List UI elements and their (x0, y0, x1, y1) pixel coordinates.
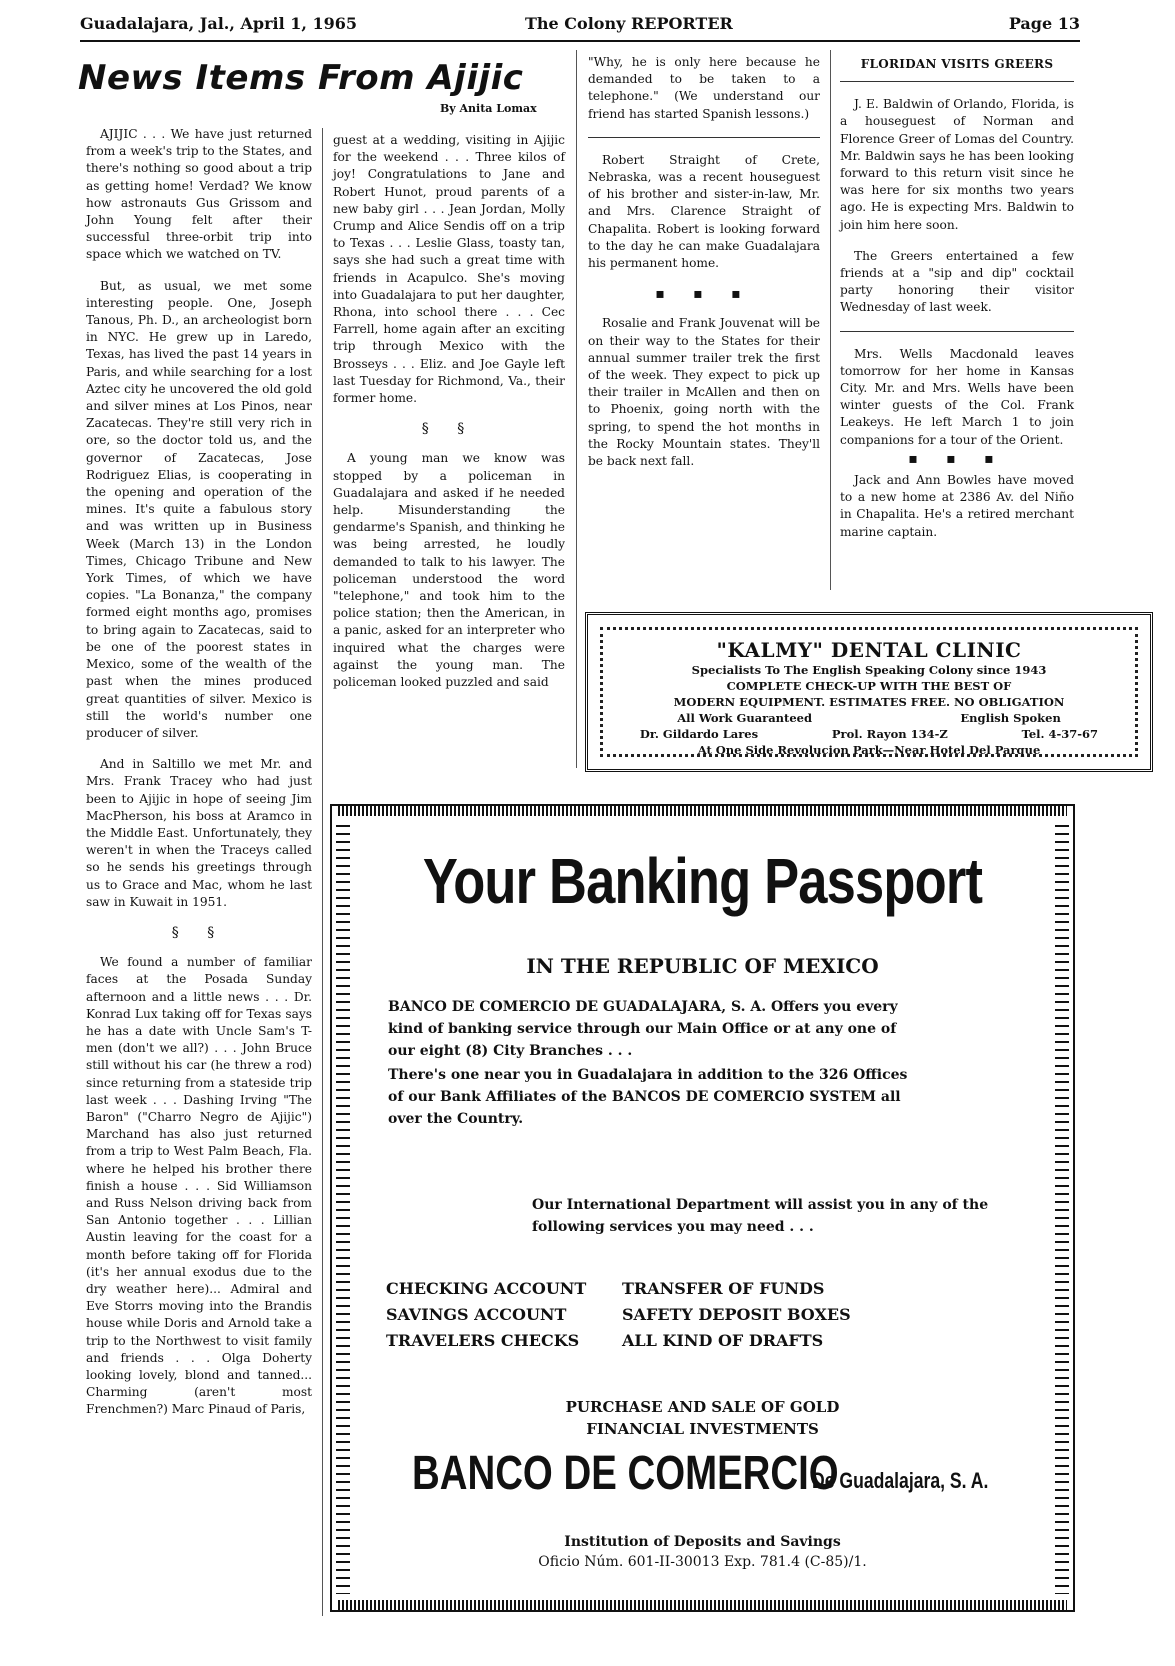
article-column-1 (86, 126, 312, 1433)
article-headline: News Items From Ajijic (78, 58, 524, 98)
item-divider (840, 331, 1074, 332)
services-list (622, 1276, 851, 1354)
article-paragraph: Jack and Ann Bowles have moved to a new home at 2386 Av. del Niño in Chapalita. He's a retired merchant marine captain. (840, 473, 1074, 539)
item-divider (588, 137, 820, 138)
item-divider (840, 81, 1074, 82)
ad-paragraph: There's one near you in Guadalajara in addition to the 326 Offices of our Bank Affiliates of the BANCOS DE COMERCIO SYSTEM all over the Country. (388, 1067, 908, 1127)
gold-line: PURCHASE AND SALE OF GOLD (565, 1398, 840, 1416)
article-paragraph: guest at a wedding, visiting in Ajijic for the weekend . . . Three kilos of joy! Congratulations to Jane and Robert Hunot, proud parents of a new baby girl . . . Jean Jordan, Molly Crump and Alice Sendis off on a trip to Texas . . . Leslie Glass, toasty tan, says she had such a great time with friends in Acapulco. She's moving into Guadalajara to put her daughter, Rhona, into school there . . . Cec Farrell, home again after an exciting trip through Mexico with the Brosseys . . . Eliz. and Joe Gayle left last Tuesday for Richmond, Va., their former home. (333, 133, 565, 406)
article-paragraph: AJIJIC . . . We have just returned from a week's trip to the States, and there's nothing so good about a trip as getting home! Verdad? We know how astronauts Gus Grissom and John Young felt after their successful three-orbit trip into space which we watched on TV. (86, 127, 312, 262)
ad-row (603, 726, 1135, 742)
article-paragraph: Robert Straight of Crete, Nebraska, was a recent houseguest of his brother and sister-in-law, Mr. and Mrs. Clarence Straight of Chapalita. Robert is looking forward to the day he can make Guadalajara his permanent home. (588, 152, 820, 271)
article-column-3 (588, 54, 820, 484)
ad-subtitle: IN THE REPUBLIC OF MEXICO (526, 954, 879, 978)
ad-line: COMPLETE CHECK-UP WITH THE BEST OF (726, 679, 1012, 693)
column-divider (576, 50, 577, 768)
article-paragraph: J. E. Baldwin of Orlando, Florida, is a houseguest of Norman and Florence Greer of Lomas del Country. Mr. Baldwin says he has been looking forward to this return visit since he was here for six months two years ago. He is expecting Mrs. Baldwin to join him here soon. (840, 97, 1074, 232)
ad-address: Prol. Rayon 134-Z (831, 727, 948, 741)
ad-title: "KALMY" DENTAL CLINIC (716, 638, 1022, 662)
service-item: SAVINGS ACCOUNT (386, 1305, 567, 1324)
section-heading: FLORIDAN VISITS GREERS (860, 57, 1054, 71)
service-item: ALL KIND OF DRAFTS (622, 1331, 824, 1350)
ad-line: MODERN EQUIPMENT. ESTIMATES FREE. NO OBLIGATION (673, 695, 1065, 709)
ad-row (603, 710, 1135, 726)
ad-english: English Spoken (960, 711, 1061, 725)
service-item: SAFETY DEPOSIT BOXES (622, 1305, 851, 1324)
service-item: TRAVELERS CHECKS (386, 1331, 580, 1350)
ad-doctor: Dr. Gildardo Lares (639, 727, 759, 741)
ad-border-top (338, 806, 1067, 816)
dental-clinic-ad (585, 612, 1153, 772)
gold-line: FINANCIAL INVESTMENTS (586, 1420, 819, 1438)
section-ornament: § § (421, 421, 477, 438)
article-column-4 (840, 56, 1074, 555)
bank-oficio: Oficio Núm. 601-II-30013 Exp. 781.4 (C-85)/1. (538, 1554, 867, 1570)
header-page-number: Page 13 (1008, 14, 1080, 33)
ad-paragraph: Our International Department will assist you in any of the following services you may need . . . (532, 1197, 989, 1235)
ad-line: Specialists To The English Speaking Colony since 1943 (691, 663, 1047, 677)
column-divider (830, 50, 831, 590)
ad-guarantee: All Work Guaranteed (677, 711, 813, 725)
bank-ad (330, 804, 1075, 1612)
article-paragraph: But, as usual, we met some interesting people. One, Joseph Tanous, Ph. D., an archeologist born in NYC. He grew up in Laredo, Texas, has lived the past 14 years in Paris, and while searching for a lost Aztec city he uncovered the old gold and silver mines at Los Pinos, near Zacatecas. They're still very rich in ore, so the doctor told us, and the governor of Zacatecas, Jose Rodriguez Elias, is cooperating in the opening and operation of the mines. It's quite a fabulous story and was written up in Business Week (March 13) in the London Times, Chicago Tribune and New York Times, of which we have copies. "La Bonanza," the company formed eight months ago, promises to bring again to Zacatecas, said to be one of the poorest states in Mexico, some of the wealth of the past when the mines produced great quantities of silver. Mexico is still the world's number one producer of silver. (86, 278, 312, 740)
bank-institution: Institution of Deposits and Savings (564, 1534, 841, 1550)
bank-name: BANCO DE COMERCIO (412, 1447, 839, 1500)
header-paper-name: The Colony REPORTER (525, 14, 733, 33)
ad-paragraph: BANCO DE COMERCIO DE GUADALAJARA, S. A. Offers you every kind of banking service through our Main Office or at any one of our eight (8) City Branches . . . (388, 999, 898, 1059)
article-paragraph: Mrs. Wells Macdonald leaves tomorrow for her home in Kansas City. Mr. and Mrs. Wells have been winter guests of the Col. Frank Leakeys. He left March 1 to join companions for a tour of the Orient. (840, 346, 1074, 447)
article-column-2 (333, 132, 565, 705)
ad-border-bottom (338, 1600, 1067, 1610)
ad-border (600, 627, 1138, 757)
page-header (80, 14, 1080, 40)
ad-phone: Tel. 4-37-67 (1021, 727, 1099, 741)
article-paragraph: And in Saltillo we met Mr. and Mrs. Frank Tracey who had just been to Ajijic in hope of seeing Jim MacPherson, his boss at Aramco in the Middle East. Unfortunately, they weren't in when the Traceys called so he sends his greetings through us to Grace and Mac, whom he last saw in Kuwait in 1951. (86, 757, 312, 909)
bank-name-suffix: De Guadalajara, S. A. (812, 1468, 989, 1493)
section-ornament: ▪ ▪ ▪ (655, 286, 753, 303)
ad-border-right (1055, 822, 1069, 1594)
article-paragraph: We found a number of familiar faces at the Posada Sunday afternoon and a little news . . . Dr. Konrad Lux taking off for Texas says he has a date with Uncle Sam's T-men (don't we all?) . . . John Bruce still without his car (he threw a rod) since returning from a stateside trip last week . . . Dashing Irving "The Baron" ("Charro Negro de Ajijic") Marchand has also just returned from a trip to West Palm Beach, Fla. where he helped his brother there finish a house . . . Sid Williamson and Russ Nelson driving back from San Antonio together . . . Lillian Austin leaving for the coast for a month before taking off for Florida (it's her annual exodus due to the dry weather here)... Admiral and Eve Storrs moving into the Brandis house while Doris and Arnold take a trip to the Northwest to visit family and friends . . . Olga Doherty looking lovely, blond and tanned... Charming (aren't most Frenchmen?) Marc Pinaud of Paris, (86, 955, 312, 1417)
gold-services (332, 1396, 1073, 1440)
service-item: TRANSFER OF FUNDS (622, 1279, 825, 1298)
article-paragraph: "Why, he is only here because he demanded to be taken to a telephone." (We understand our friend has started Spanish lessons.) (588, 55, 820, 121)
ad-title: Your Banking Passport (422, 845, 983, 917)
article-paragraph: A young man we know was stopped by a policeman in Guadalajara and asked if he needed help. Misunderstanding the gendarme's Spanish, and thinking he was being arrested, he loudly demanded to talk to his lawyer. The policeman understood the word "telephone," and took him to the police station; then the American, in a panic, asked for an interpreter who inquired what the charges were against the young man. The policeman looked puzzled and said (333, 451, 565, 690)
header-rule (80, 40, 1080, 42)
section-ornament: § § (171, 924, 227, 941)
bank-footer (332, 1532, 1073, 1572)
section-ornament: ▪ ▪ ▪ (908, 450, 1006, 467)
ad-location: At One Side Revolucion Park—Near Hotel Del Parque (697, 743, 1041, 757)
article-paragraph: The Greers entertained a few friends at a "sip and dip" cocktail party honoring their visitor Wednesday of last week. (840, 248, 1074, 315)
article-byline: By Anita Lomax (440, 102, 537, 115)
service-item: CHECKING ACCOUNT (386, 1279, 587, 1298)
header-location-date: Guadalajara, Jal., April 1, 1965 (80, 14, 358, 33)
article-paragraph: Rosalie and Frank Jouvenat will be on their way to the States for their annual summer trailer trek the first of the week. They expect to pick up their trailer in McAllen and then on to Phoenix, going north with the spring, to spend the hot months in the Rocky Mountain states. They'll be back next fall. (588, 316, 820, 469)
services-list (386, 1276, 586, 1354)
column-divider (322, 128, 323, 1616)
ad-border-left (336, 822, 350, 1594)
